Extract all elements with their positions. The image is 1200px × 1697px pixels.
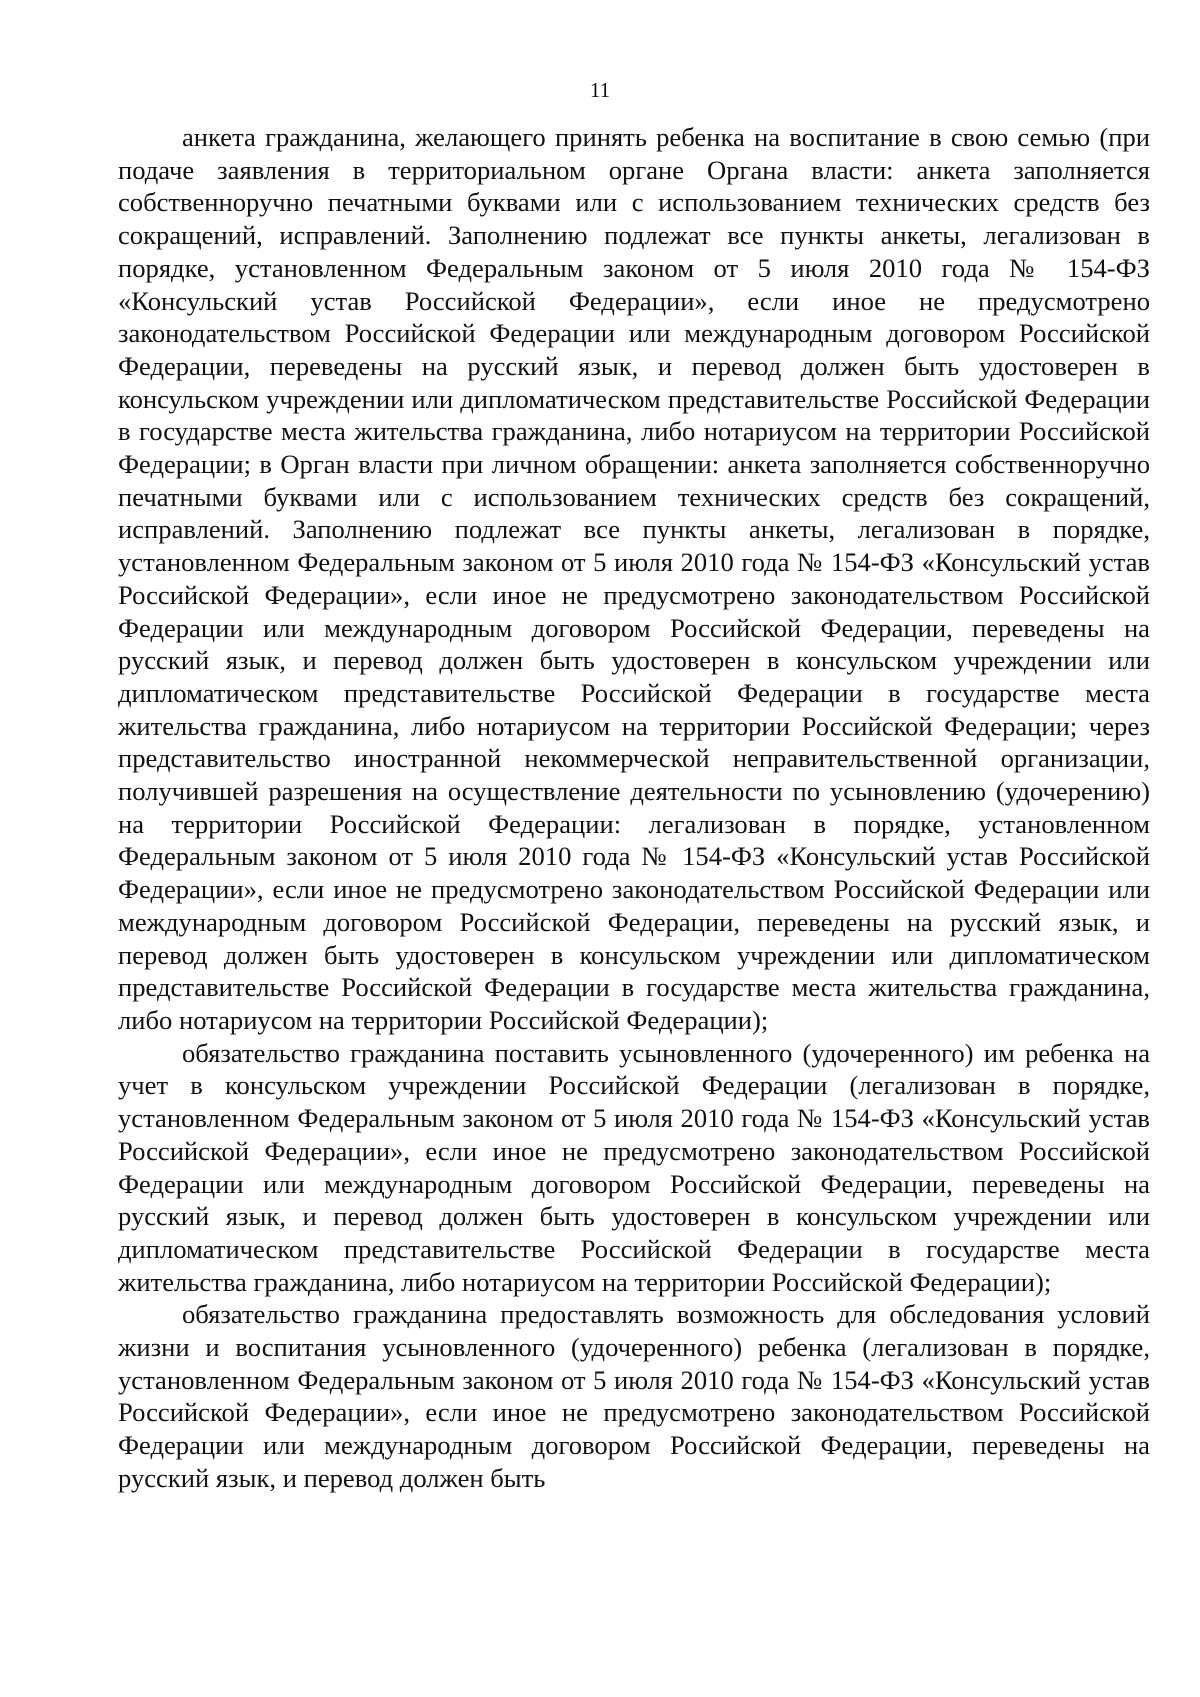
- paragraph-living-conditions: обязательство гражданина предоставлять возможность для обследования условий жизни и воспитания усыновленного (удочеренного) ребенка (легализован в порядке, установленном Федеральным законом от 5 июля 2010 года № 154-ФЗ «Консульский устав Российской Федерации», если иное не предусмотрено законодательством Российской Федерации или международным договором Российской Федерации, переведены на русский язык, и перевод должен быть: [118, 1299, 1150, 1493]
- page-number: 11: [589, 78, 611, 102]
- document-body: [118, 121, 1150, 1495]
- paragraph-application-form: анкета гражданина, желающего принять ребенка на воспитание в свою семью (при подаче заявления в территориальном органе Органа власти: анкета заполняется собственноручно печатными буквами или с использованием технических средств без сокращений, исправлений. Заполнению подлежат все пункты анкеты, легализован в порядке, установленном Федеральным законом от 5 июля 2010 года № 154-ФЗ «Консульский устав Российской Федерации», если иное не предусмотрено законодательством Российской Федерации или международным договором Российской Федерации, переведены на русский язык, и перевод должен быть удостоверен в консульском учреждении или дипломатическом представительстве Российской Федерации в государстве места жительства гражданина, либо нотариусом на территории Российской Федерации; в Орган власти при личном обращении: анкета заполняется собственноручно печатными буквами или с использованием технических средств без сокращений, исправлений. Заполнению подлежат все пункты анкеты, легализован в порядке, установленном Федеральным законом от 5 июля 2010 года № 154-ФЗ «Консульский устав Российской Федерации», если иное не предусмотрено законодательством Российской Федерации или международным договором Российской Федерации, переведены на русский язык, и перевод должен быть удостоверен в консульском учреждении или дипломатическом представительстве Российской Федерации в государстве места жительства гражданина, либо нотариусом на территории Российской Федерации; через представительство иностранной некоммерческой неправительственной организации, получившей разрешения на осуществление деятельности по усыновлению (удочерению) на территории Российской Федерации: легализован в порядке, установленном Федеральным законом от 5 июля 2010 года № 154-ФЗ «Консульский устав Российской Федерации», если иное не предусмотрено законодательством Российской Федерации или международным договором Российской Федерации, переведены на русский язык, и перевод должен быть удостоверен в консульском учреждении или дипломатическом представительстве Российской Федерации в государстве места жительства гражданина, либо нотариусом на территории Российской Федерации);: [118, 122, 1150, 1035]
- paragraph-consular-registration: обязательство гражданина поставить усыновленного (удочеренного) им ребенка на учет в консульском учреждении Российской Федерации (легализован в порядке, установленном Федеральным законом от 5 июля 2010 года № 154-ФЗ «Консульский устав Российской Федерации», если иное не предусмотрено законодательством Российской Федерации или международным договором Российской Федерации, переведены на русский язык, и перевод должен быть удостоверен в консульском учреждении или дипломатическом представительстве Российской Федерации в государстве места жительства гражданина, либо нотариусом на территории Российской Федерации);: [118, 1037, 1150, 1297]
